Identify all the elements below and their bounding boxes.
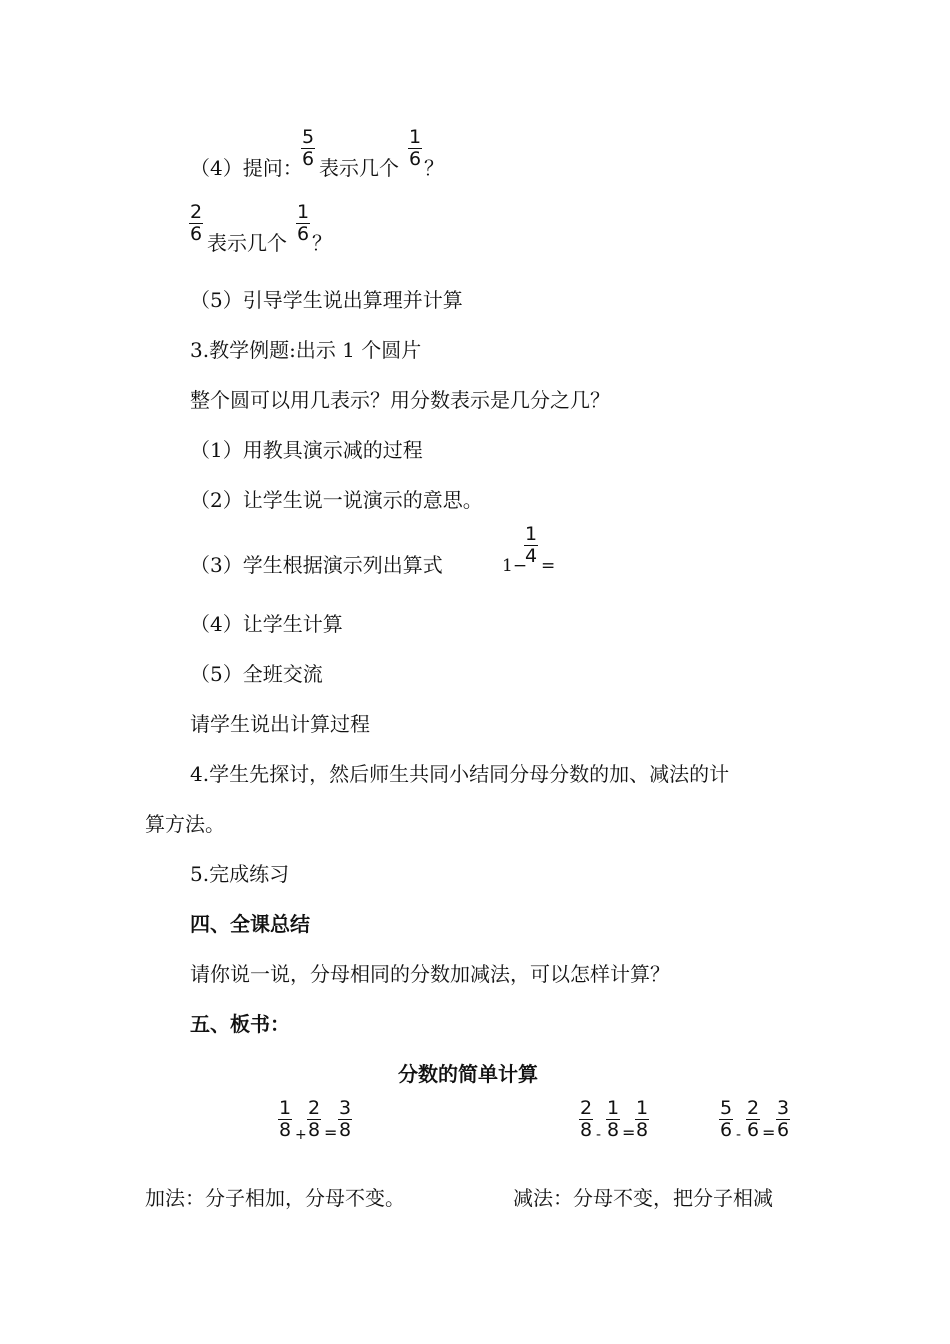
fraction: 2 6: [746, 1097, 760, 1141]
plus-sign: +: [295, 1127, 307, 1143]
step-4: （4）让学生计算: [190, 612, 343, 636]
minus-sign: -: [736, 1127, 742, 1143]
q4b-text: 表示几个: [207, 231, 287, 255]
heading-summary: 四、全课总结: [190, 912, 310, 936]
fraction: 3 8: [338, 1097, 352, 1141]
step-2: （2）让学生说一说演示的意思。: [190, 488, 483, 512]
q4-text: 表示几个: [319, 156, 399, 180]
fraction: 1 4: [524, 523, 538, 567]
expression-equals: =: [541, 556, 556, 576]
section-3-question: 整个圆可以用几表示？用分数表示是几分之几？: [190, 388, 610, 412]
section-5: 5.完成练习: [190, 862, 290, 886]
equals-sign: =: [622, 1123, 636, 1142]
step-5: （5）全班交流: [190, 662, 323, 686]
heading-board: 五、板书：: [190, 1012, 290, 1036]
fraction: 1 6: [408, 126, 422, 170]
fraction: 2 8: [307, 1097, 321, 1141]
equals-sign: =: [762, 1123, 776, 1142]
fraction: 1 8: [635, 1097, 649, 1141]
fraction: 5 6: [301, 126, 315, 170]
step-3: （3）学生根据演示列出算式: [190, 553, 443, 577]
fraction: 2 6: [189, 201, 203, 245]
section-4-line2: 算方法。: [145, 812, 225, 836]
fraction: 5 6: [719, 1097, 733, 1141]
q4-question-mark: ？: [424, 156, 444, 180]
board-title: 分数的简单计算: [398, 1062, 538, 1086]
minus-sign: -: [596, 1127, 602, 1143]
rule-subtraction: 减法：分母不变，把分子相减: [513, 1186, 773, 1210]
section-3-end: 请学生说出计算过程: [190, 712, 370, 736]
fraction: 2 8: [579, 1097, 593, 1141]
q4b-question-mark: ？: [312, 231, 332, 255]
q5-text: （5）引导学生说出算理并计算: [190, 288, 463, 312]
step-1: （1）用教具演示减的过程: [190, 438, 423, 462]
fraction: 1 6: [296, 201, 310, 245]
fraction: 1 8: [278, 1097, 292, 1141]
section-3-title: 3.教学例题:出示 1 个圆片: [190, 338, 422, 362]
expression-prefix: 1−: [502, 556, 528, 576]
rule-addition: 加法：分子相加，分母不变。: [145, 1186, 405, 1210]
section-4-line1: 4.学生先探讨，然后师生共同小结同分母分数的加、减法的计: [190, 762, 730, 786]
summary-text: 请你说一说，分母相同的分数加减法，可以怎样计算？: [190, 962, 670, 986]
fraction: 1 8: [606, 1097, 620, 1141]
fraction: 3 6: [776, 1097, 790, 1141]
equals-sign: =: [324, 1123, 338, 1142]
q4-label: （4）提问：: [190, 156, 303, 180]
